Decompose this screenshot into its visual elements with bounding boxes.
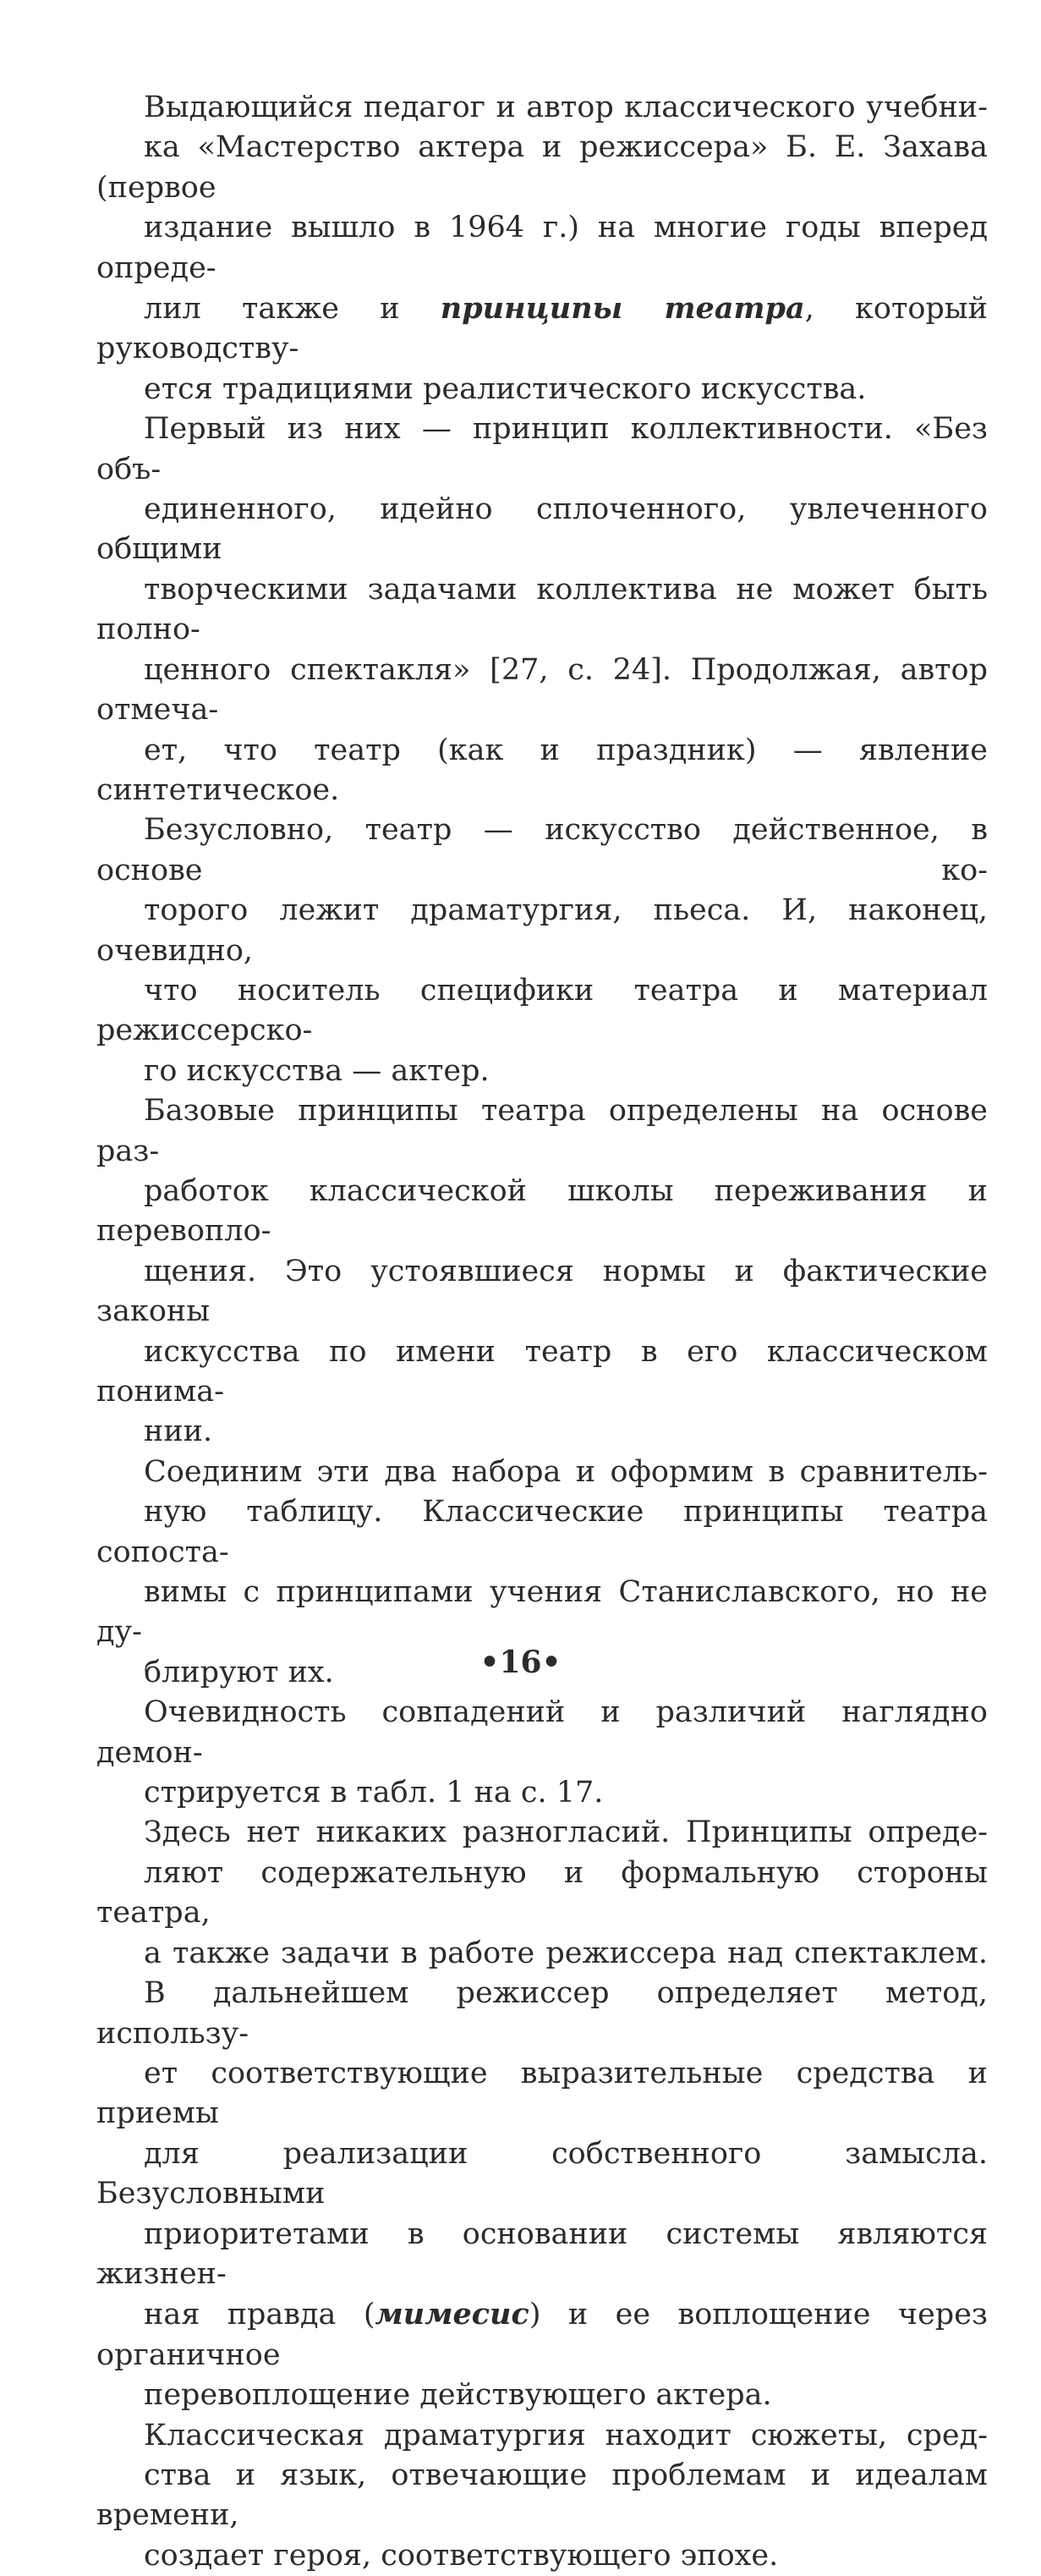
text-run: , который руководству- xyxy=(96,292,988,366)
text-run: лил также и xyxy=(144,292,441,327)
text-line xyxy=(96,1492,988,1573)
text-line xyxy=(96,1453,988,1492)
text-run: приоритетами в основании системы являются жизнен- xyxy=(96,2216,988,2291)
text-line xyxy=(96,409,988,490)
paragraph xyxy=(96,1693,988,1813)
text-line xyxy=(96,2416,988,2456)
text-run: ценного спектакля» [27, с. 24]. Продолжая, автор отмеча- xyxy=(96,652,988,728)
text-run: а также задачи в работе режиссера над спектаклем. xyxy=(144,1936,988,1970)
text-run: ет, что театр (как и праздник) — явление синтетическое. xyxy=(96,733,988,807)
text-line xyxy=(96,1934,988,1974)
text-line xyxy=(96,1172,988,1252)
text-line xyxy=(96,2054,988,2134)
text-run: работок классической школы переживания и перевопло- xyxy=(96,1173,988,1249)
paragraph xyxy=(96,2416,988,2576)
text-run: щения. Это устоявшиеся нормы и фактические законы xyxy=(96,1254,988,1329)
text-run: Первый из них — принцип коллективности. «Без объ- xyxy=(96,412,988,486)
text-line xyxy=(96,2215,988,2295)
text-line xyxy=(96,810,988,891)
text-line xyxy=(96,2536,988,2576)
paragraph xyxy=(96,88,988,409)
text-line xyxy=(96,88,988,128)
text-line xyxy=(96,288,988,370)
text-line xyxy=(96,891,988,971)
text-line xyxy=(96,1974,988,2054)
text-run: что носитель специфики театра и материал режиссерско- xyxy=(96,973,988,1048)
text-run: стрируется в табл. 1 на с. 17. xyxy=(144,1776,604,1810)
text-run: Безусловно, театр — искусство действенное, в основе ко- xyxy=(96,813,988,887)
text-run: ную таблицу. Классические принципы театра сопоста- xyxy=(96,1495,988,1569)
text-run: ) и ее воплощение через органичное xyxy=(96,2298,988,2372)
text-line xyxy=(96,1773,988,1813)
paragraph xyxy=(96,409,988,1091)
text-run: для реализации собственного замысла. Безусловными xyxy=(96,2136,988,2211)
text-line xyxy=(96,971,988,1052)
text-run: создает героя, соответствующего эпохе. xyxy=(144,2538,779,2573)
text-run: ет соответствующие выразительные средства и приемы xyxy=(96,2056,988,2131)
text-run: нии. xyxy=(144,1414,213,1449)
text-line xyxy=(96,1693,988,1773)
text-run: творческими задачами коллектива не может быть полно- xyxy=(96,572,988,647)
text-line xyxy=(96,651,988,731)
text-run: Базовые принципы театра определены на основе раз- xyxy=(96,1094,988,1168)
text-line xyxy=(96,1412,988,1452)
text-run: издание вышло в 1964 г.) на многие годы вперед опреде- xyxy=(96,211,988,285)
text-run: ная правда ( xyxy=(144,2298,375,2332)
text-line xyxy=(96,490,988,570)
text-line xyxy=(96,1052,988,1091)
text-run: искусства по имени театр в его классическом понима- xyxy=(96,1334,988,1409)
text-run: Выдающийся педагог и автор классического учебни- xyxy=(144,91,988,124)
text-run: перевоплощение действующего актера. xyxy=(144,2378,772,2413)
text-run: Здесь нет никаких разногласий. Принципы опреде- xyxy=(144,1815,988,1850)
text-line xyxy=(96,1813,988,1853)
text-line xyxy=(96,1252,988,1332)
text-line xyxy=(96,128,988,208)
text-line xyxy=(96,1854,988,1934)
text-run: го искусства — актер. xyxy=(144,1053,490,1088)
text-run: Классическая драматургия находит сюжеты, сред- xyxy=(144,2418,988,2452)
text-run: блируют их. xyxy=(144,1655,334,1689)
text-line xyxy=(96,731,988,811)
text-line xyxy=(96,570,988,651)
text-line xyxy=(96,1573,988,1653)
page-number: •16• xyxy=(479,1645,562,1680)
text-run: единенного, идейно сплоченного, увлеченного общими xyxy=(96,492,988,567)
text-run: Очевидность совпадений и различий наглядно демон- xyxy=(96,1695,988,1770)
text-line xyxy=(96,370,988,409)
text-run: вимы с принципами учения Станиславского, но не ду- xyxy=(96,1575,988,1650)
text-line xyxy=(96,2294,988,2376)
text-line xyxy=(96,2376,988,2415)
emphasized-term: мимесис xyxy=(375,2297,529,2332)
text-line xyxy=(96,1332,988,1413)
text-run: торого лежит драматургия, пьеса. И, наконец, очевидно, xyxy=(96,893,988,968)
paragraph xyxy=(96,1091,988,1453)
page-body xyxy=(96,88,988,2576)
text-run: В дальнейшем режиссер определяет метод, использу- xyxy=(96,1976,988,2051)
paragraph xyxy=(96,1813,988,2415)
text-run: ка «Мастерство актера и режиссера» Б. Е. Захава (первое xyxy=(96,130,988,205)
emphasized-term: принципы театра xyxy=(440,291,805,327)
text-run: ства и язык, отвечающие проблемам и идеалам времени, xyxy=(96,2458,988,2533)
text-line xyxy=(96,2134,988,2215)
text-run: ляют содержательную и формальную стороны театра, xyxy=(96,1855,988,1931)
text-run: ется традициями реалистического искусства. xyxy=(144,371,867,406)
text-line xyxy=(96,208,988,288)
text-line xyxy=(96,2456,988,2536)
text-run: Соединим эти два набора и оформим в сравнитель- xyxy=(144,1454,988,1489)
text-line xyxy=(96,1091,988,1172)
